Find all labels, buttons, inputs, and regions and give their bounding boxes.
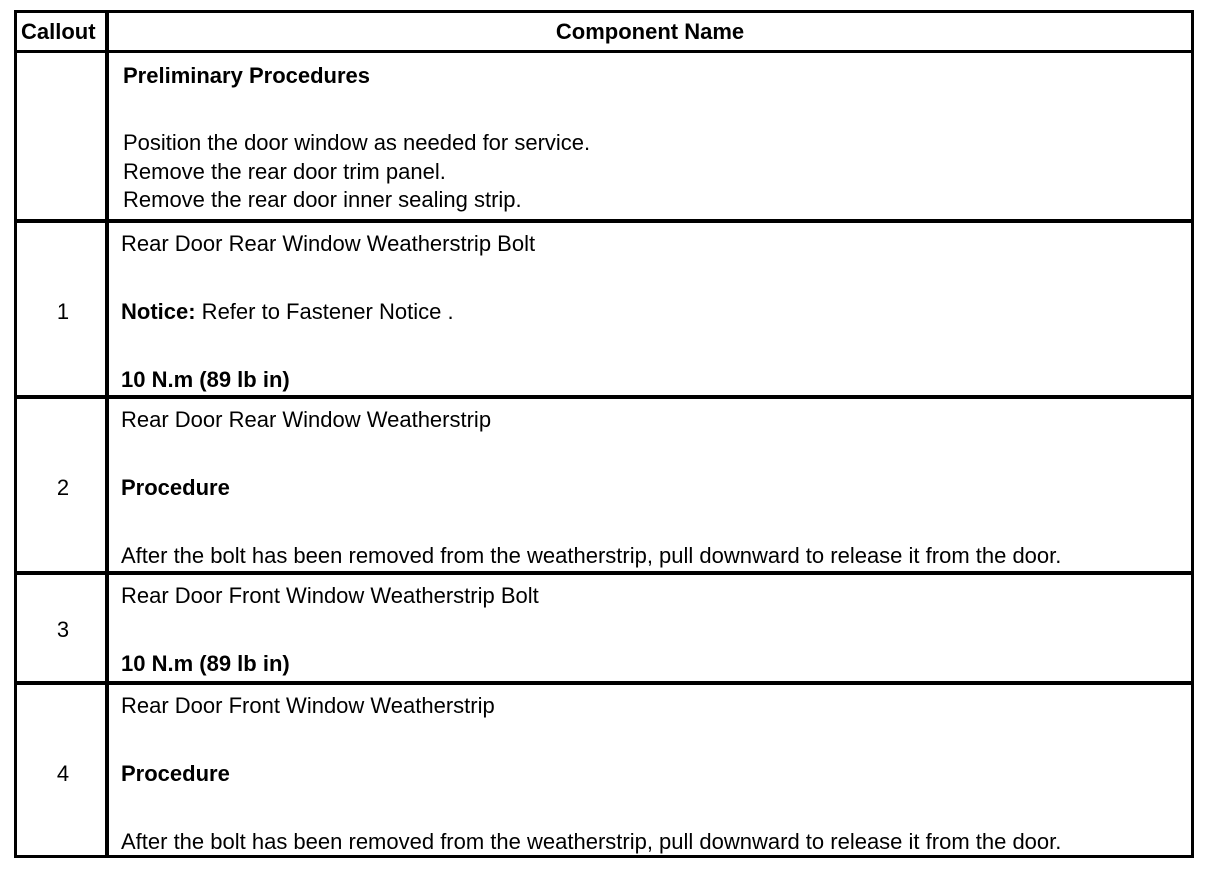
- table-row: [17, 219, 1191, 395]
- callout-cell: [17, 575, 109, 681]
- callout-cell: [17, 223, 109, 395]
- component-name: Rear Door Front Window Weatherstrip: [121, 693, 495, 718]
- header-component-cell: [109, 13, 1191, 50]
- component-cell: [109, 399, 1191, 571]
- header-callout-cell: [17, 13, 109, 50]
- component-name: Rear Door Rear Window Weatherstrip Bolt: [121, 231, 536, 256]
- procedure-text: After the bolt has been removed from the weatherstrip, pull downward to release it from the door.: [121, 829, 1062, 854]
- component-cell: [109, 685, 1191, 855]
- header-callout: Callout: [21, 19, 96, 44]
- preliminary-title: Preliminary Procedures: [123, 63, 371, 88]
- preliminary-step: Remove the rear door inner sealing strip.: [123, 187, 522, 212]
- callout-number: 1: [56, 299, 70, 324]
- component-cell: [109, 223, 1191, 395]
- preliminary-content-cell: [109, 53, 1191, 219]
- callout-number: 4: [56, 761, 70, 786]
- notice-line: [121, 299, 454, 325]
- component-cell: [109, 575, 1191, 681]
- table-row: [17, 395, 1191, 571]
- component-name: Rear Door Rear Window Weatherstrip: [121, 407, 492, 432]
- callout-number: 3: [56, 617, 70, 642]
- notice-label: Notice:: [121, 299, 196, 324]
- preliminary-procedures-row: [17, 53, 1191, 219]
- component-table: [14, 10, 1194, 858]
- procedure-label: Procedure: [121, 761, 230, 786]
- table-row: [17, 681, 1191, 855]
- torque-spec: 10 N.m (89 lb in): [121, 651, 290, 676]
- callout-cell: [17, 399, 109, 571]
- callout-cell: [17, 685, 109, 855]
- notice-text: Refer to Fastener Notice .: [195, 299, 454, 324]
- table-row: [17, 571, 1191, 681]
- preliminary-step: Remove the rear door trim panel.: [123, 159, 446, 184]
- preliminary-callout-cell: [17, 53, 109, 219]
- callout-number: 2: [56, 475, 70, 500]
- header-component-name: Component Name: [555, 19, 745, 44]
- table-header-row: [17, 13, 1191, 53]
- preliminary-step: Position the door window as needed for service.: [123, 130, 591, 155]
- torque-spec: 10 N.m (89 lb in): [121, 367, 290, 392]
- procedure-label: Procedure: [121, 475, 230, 500]
- component-name: Rear Door Front Window Weatherstrip Bolt: [121, 583, 539, 608]
- procedure-text: After the bolt has been removed from the weatherstrip, pull downward to release it from the door.: [121, 543, 1062, 568]
